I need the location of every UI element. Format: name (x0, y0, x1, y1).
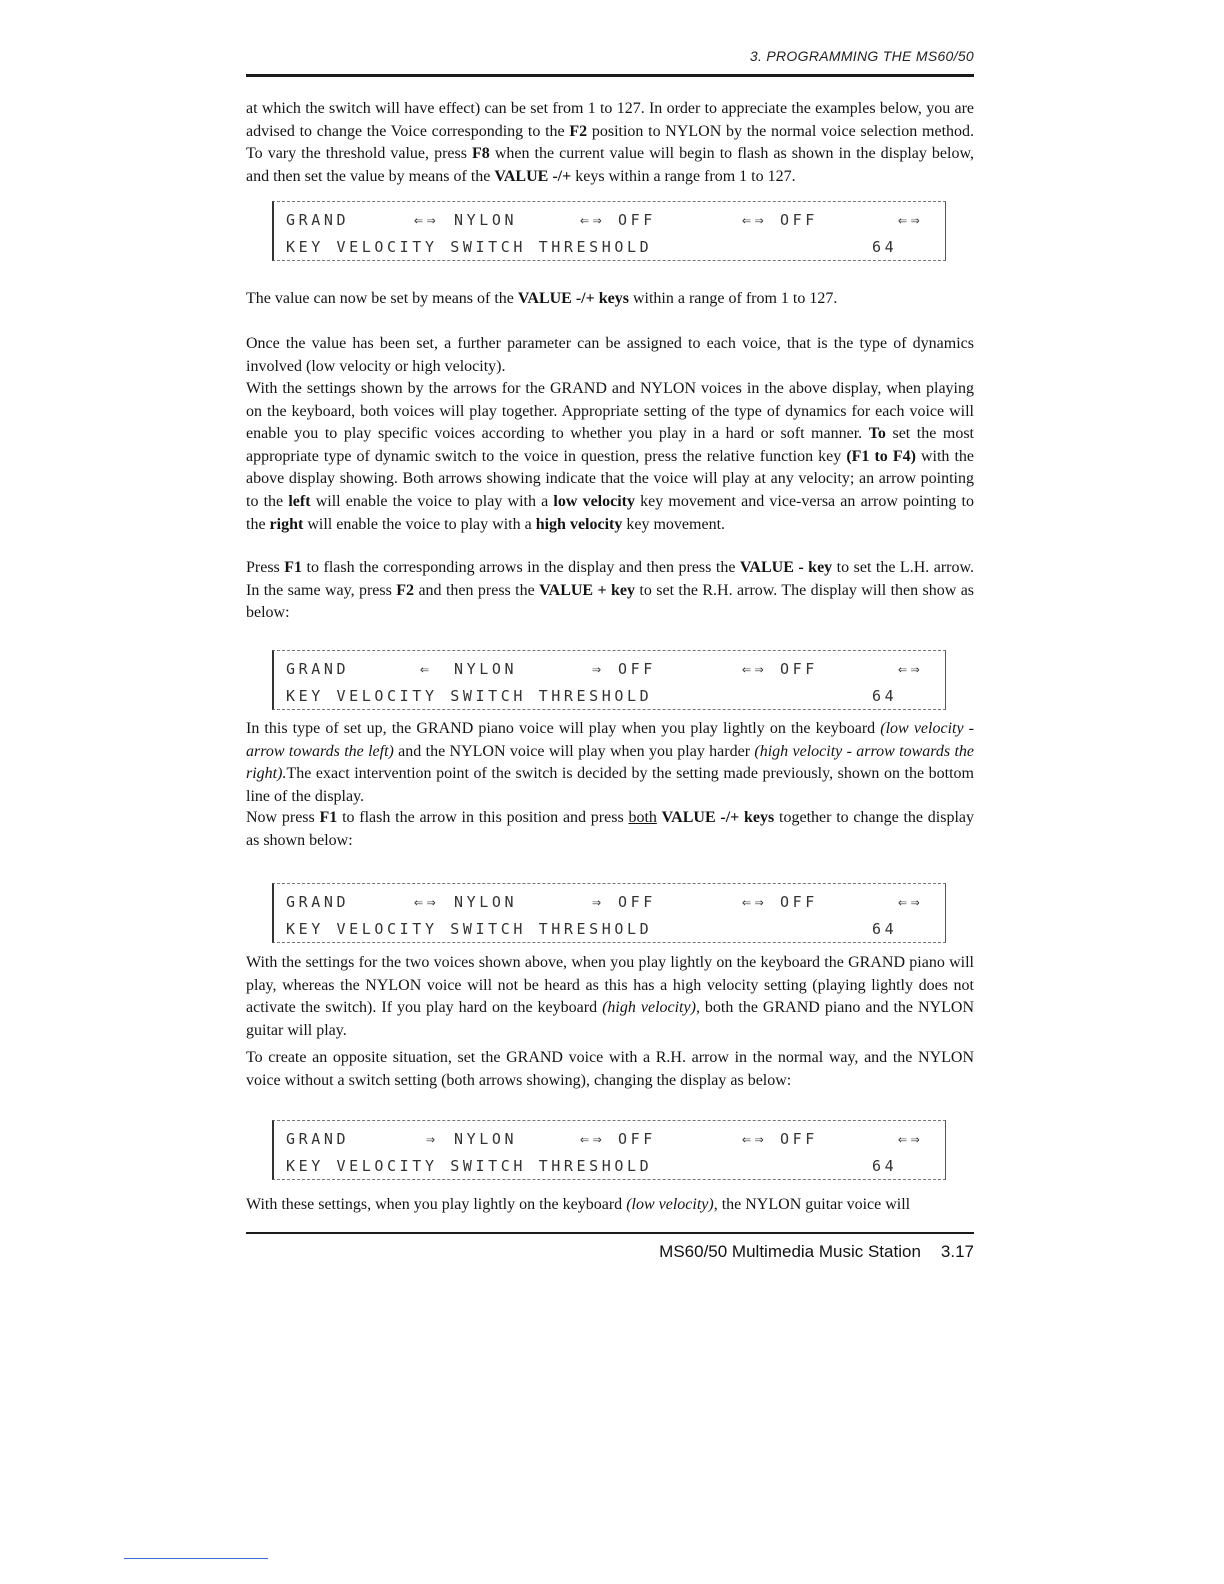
lcd-voice-nylon: NYLON (454, 1130, 518, 1148)
lcd-arrow: ⇐ (420, 660, 433, 678)
paragraph-press-both: Now press F1 to flash the arrow in this position and press both VALUE -/+ keys together to change the display as shown below: (246, 809, 975, 849)
lcd-arrow: ⇐⇒ (742, 660, 768, 678)
lcd-arrow: ⇐⇒ (898, 893, 924, 911)
paragraph-final: With these settings, when you play lightly on the keyboard (low velocity), the NYLON guitar voice will (246, 1196, 911, 1213)
page-number: 3.17 (940, 1242, 974, 1261)
lcd-parameter-label: KEY VELOCITY SWITCH THRESHOLD (286, 687, 653, 705)
lcd-arrow: ⇒ (592, 660, 605, 678)
lcd-arrow: ⇒ (426, 1130, 439, 1148)
lcd-arrow: ⇐⇒ (898, 660, 924, 678)
paragraph-threshold-intro: at which the switch will have effect) can be set from 1 to 127. In order to appreciate the examples below, you are advised to change the Voice corresponding to the F2 position to NYLON by the normal voice selection method. To vary the threshold value, press F8 when the current value will begin to flash as shown in the display below, and then set the value by means of the VALUE -/+ keys within a range from 1 to 127. (246, 100, 975, 185)
footnote-rule (124, 1558, 268, 1559)
lcd-voice-grand: GRAND (286, 893, 350, 911)
footer (659, 1242, 974, 1262)
lcd-voice-off: OFF (780, 893, 818, 911)
lcd-arrow: ⇐⇒ (580, 1130, 606, 1148)
lcd-arrow: ⇐⇒ (580, 211, 606, 229)
lcd-threshold-value: 64 (872, 238, 898, 256)
lcd-arrow: ⇐⇒ (414, 211, 440, 229)
lcd-voice-grand: GRAND (286, 211, 350, 229)
lcd-display-3 (272, 883, 946, 943)
paragraph-value-range: The value can now be set by means of the VALUE -/+ keys within a range of from 1 to 127. (246, 290, 838, 307)
paragraph-opposite: To create an opposite situation, set the GRAND voice with a R.H. arrow in the normal way, and the NYLON voice without a switch setting (both arrows showing), changing the display as below: (246, 1049, 974, 1089)
footer-rule (246, 1232, 974, 1234)
lcd-arrow: ⇐⇒ (414, 893, 440, 911)
lcd-display-2 (272, 650, 946, 710)
lcd-arrow: ⇐⇒ (898, 1130, 924, 1148)
lcd-parameter-label: KEY VELOCITY SWITCH THRESHOLD (286, 1157, 653, 1175)
lcd-voice-off: OFF (618, 660, 656, 678)
running-header: 3. PROGRAMMING THE MS60/50 (749, 48, 974, 64)
lcd-arrow: ⇐⇒ (742, 211, 768, 229)
lcd-arrow: ⇐⇒ (742, 1130, 768, 1148)
lcd-threshold-value: 64 (872, 687, 898, 705)
paragraph-two-voices: With the settings for the two voices shown above, when you play lightly on the keyboard the GRAND piano will play, whereas the NYLON voice will not be heard as this has a high velocity setting (playing lightly does not activate the switch). If you play hard on the keyboard (high velocity), both the GRAND piano and the NYLON guitar will play. (246, 954, 974, 1039)
lcd-voice-off: OFF (618, 211, 656, 229)
lcd-parameter-label: KEY VELOCITY SWITCH THRESHOLD (286, 238, 653, 256)
lcd-threshold-value: 64 (872, 1157, 898, 1175)
lcd-parameter-label: KEY VELOCITY SWITCH THRESHOLD (286, 920, 653, 938)
lcd-arrow: ⇐⇒ (742, 893, 768, 911)
lcd-voice-off: OFF (780, 211, 818, 229)
paragraph-arrow-settings: With the settings shown by the arrows for the GRAND and NYLON voices in the above display, when playing on the keyboard, both voices will play together. Appropriate setting of the type of dynamics for each voice will enable you to play specific voices according to whether you play in a hard or soft manner. To set the most appropriate type of dynamic switch to the voice in question, press the relative function key (F1 to F4) with the above display showing. Both arrows showing indicate that the voice will play at any velocity; an arrow pointing to the left will enable the voice to play with a low velocity key movement and vice-versa an arrow pointing to the right will enable the voice to play with a high velocity key movement. (246, 380, 975, 533)
lcd-arrow: ⇐⇒ (898, 211, 924, 229)
lcd-display-1 (272, 201, 946, 261)
lcd-arrow: ⇒ (592, 893, 605, 911)
lcd-voice-grand: GRAND (286, 1130, 350, 1148)
lcd-voice-nylon: NYLON (454, 211, 518, 229)
paragraph-setup-explained: In this type of set up, the GRAND piano voice will play when you play lightly on the keyboard (low velocity - arrow towards the left) and the NYLON voice will play when you play harder (high velocity - arrow towards the right).The exact intervention point of the switch is decided by the setting made previously, shown on the bottom line of the display. (246, 720, 974, 805)
paragraph-dynamics-param: Once the value has been set, a further parameter can be assigned to each voice, that is the type of dynamics involved (low velocity or high velocity). (246, 335, 974, 375)
lcd-voice-nylon: NYLON (454, 893, 518, 911)
lcd-voice-off: OFF (780, 1130, 818, 1148)
header-rule (246, 74, 974, 77)
footer-title: MS60/50 Multimedia Music Station (659, 1242, 921, 1261)
lcd-threshold-value: 64 (872, 920, 898, 938)
lcd-voice-off: OFF (618, 1130, 656, 1148)
paragraph-press-f1: Press F1 to flash the corresponding arrows in the display and then press the VALUE - key to set the L.H. arrow. In the same way, press F2 and then press the VALUE + key to set the R.H. arrow. The display will then show as below: (246, 559, 975, 622)
lcd-voice-grand: GRAND (286, 660, 350, 678)
lcd-voice-off: OFF (618, 893, 656, 911)
lcd-voice-off: OFF (780, 660, 818, 678)
lcd-display-4 (272, 1120, 946, 1180)
lcd-voice-nylon: NYLON (454, 660, 518, 678)
